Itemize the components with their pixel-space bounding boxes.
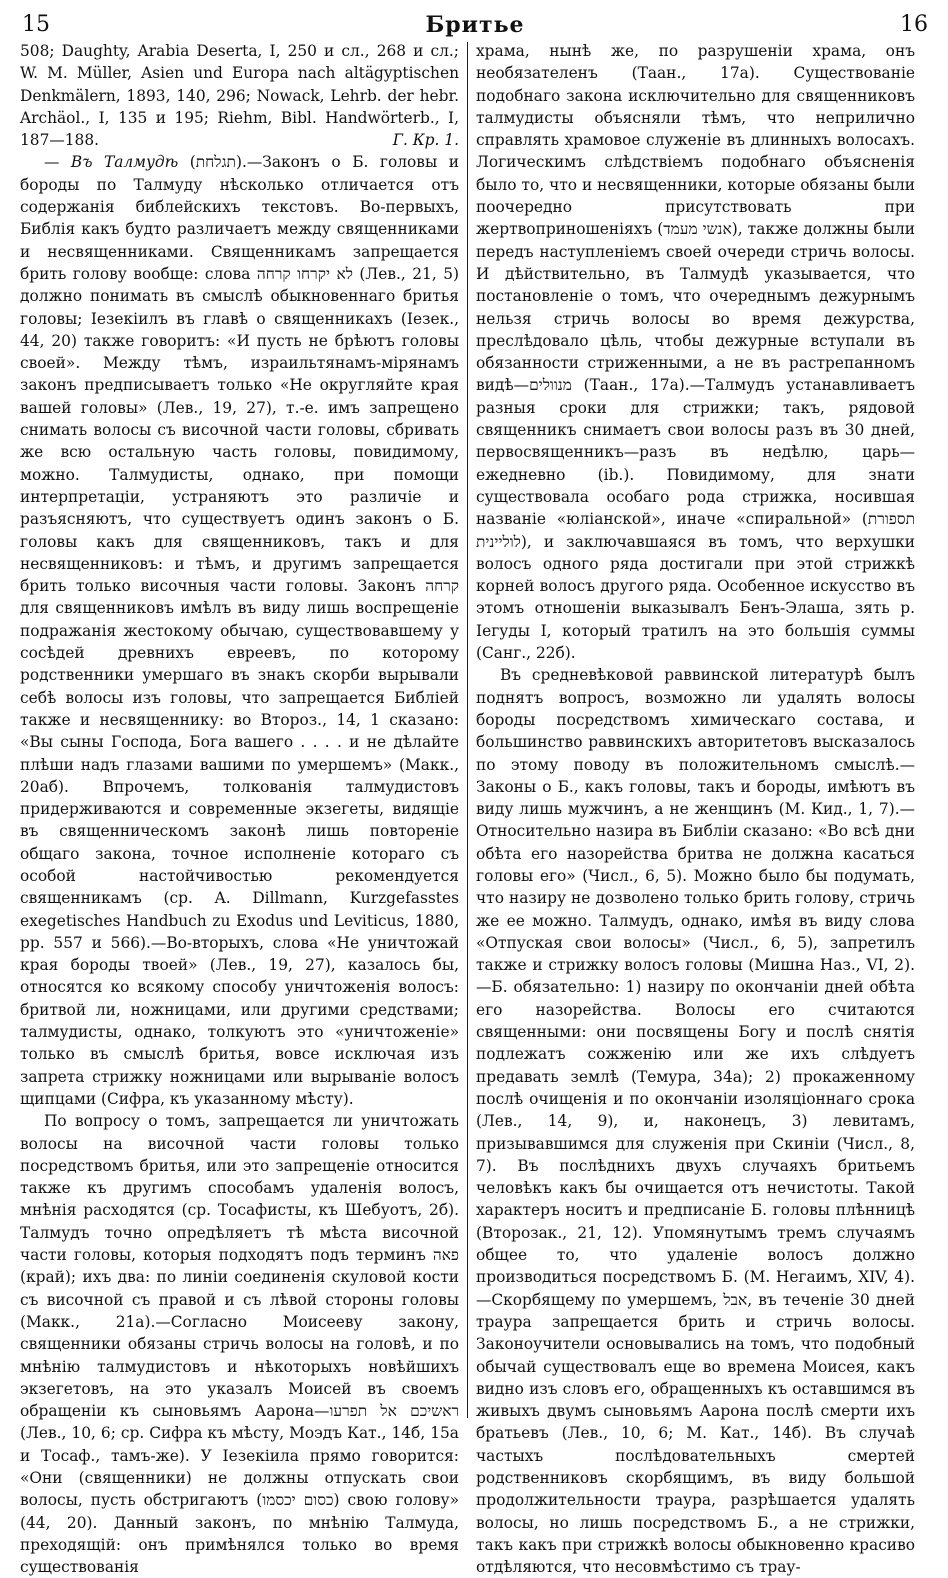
temple-hair-paragraph <box>20 1110 459 1578</box>
bibliography-paragraph <box>20 40 459 151</box>
page-header <box>20 6 930 40</box>
running-title: Бритье <box>425 12 525 38</box>
talmud-section-text: (תגלחת).—Законъ о Б. головы и бороды по Талмуду нѣсколько отличается отъ содержанія библейскихъ текстовъ. Во-первыхъ, Библія какъ будто различаетъ между священниками и несвященниками. Священникамъ запрещается брить голову вообще: слова לא יקרחו קרחה (Лев., 21, 5) должно понимать въ смыслѣ обыкновеннаго бритья головы; Iезекіилъ въ главѣ о священникахъ (Iезек., 44, 20) также говоритъ: «И пусть не брѣютъ головы своей». Между тѣмъ, израильтянамъ-мірянамъ законъ предписываетъ только «Не округляйте края вашей головы» (Лев., 19, 27), т.-е. имъ запрещено снимать волосы съ височной части головы, сбривать же всю остальную часть головы, повидимому, можно. Талмудисты, однако, при помощи интерпретаціи, устраняютъ это различіе и разъясняютъ, что существуетъ одинъ законъ о Б. головы какъ для священниковъ, такъ и для несвященниковъ: и тѣмъ, и другимъ запрещается брить только височныя части головы. Законъ קרחה для священниковъ имѣлъ въ виду лишь воспрещеніе подражанія жестокому обычаю, существовавшему у сосѣдей древнихъ евреевъ, по которому родственники умершаго въ знакъ скорби вырывали себѣ волосы изъ головы, что запрещается Библіей также и несвященнику: во Второз., 14, 1 сказано: «Вы сыны Господа, Бога вашего . . . . и не дѣлайте плѣши надъ глазами вашими по умершемъ» (Макк., 20аб). Впрочемъ, толкованія талмудистовъ придерживаются и современные экзегеты, видящіе въ священническомъ законѣ лишь повтореніе общаго закона, точное исполненіе котораго съ особой настойчивостью рекомендуется священникамъ (ср. A. Dillmann, Kurzgefasstes exegetisches Handbuch zu Exodus und Leviticus, 1880, pp. 557 и 566).—Во-вторыхъ, слова «Не уничтожай края бороды твоей» (Лев., 19, 27), казалось бы, относятся ко всякому способу уничтоженія волосъ: бритвой ли, ножницами, или другими средствами; талмудисты, однако, толкуютъ это «уничтоженіе» только въ смыслѣ бритья, вовсе исключая изъ запрета стрижку ножницами или вырываніе волосъ щипцами (Сифра, къ указанному мѣсту). <box>20 153 460 1108</box>
continuation-text: храма, нынѣ же, по разрушеніи храма, онъ необязателенъ (Таан., 17а). Существованіе подобнаго закона исключительно для священниковъ талмудисты объясняли тѣмъ, что неприлично справлять храмовое служеніе въ длинныхъ волосахъ. Логическимъ слѣдствіемъ подобнаго объясненія было то, что и несвященники, которые обязаны были поочередно присутствовать при жертвоприношеніяхъ (אנשי מעמד), также должны были передъ наступленіемъ своей очереди стричь волосы. И дѣйствительно, въ Талмудѣ указывается, что постановленіе о томъ, что очереднымъ дежурнымъ нельзя стричь волосы во время дежурства, преслѣдовало цѣль, чтобы дежурные вступали въ обязанности стриженными, а не въ растрепанномъ видѣ—מנוולים (Таан., 17а).—Талмудъ устанавливаетъ разныя сроки для стрижки; такъ, рядовой священникъ снимаетъ свои волосы разъ въ 30 дней, первосвященникъ—разъ въ недѣлю, царь—ежедневно (ib.). Повидимому, для знати существовала особаго рода стрижка, носившая названіе «юліанской», иначе «спиральной» (תספורת לוליינית), и заключавшаяся въ томъ, что верхушки волосъ одного ряда достигали при этой стрижкѣ корней волосъ другого ряда. Особенное искусство въ этомъ отношеніи выказывалъ Бенъ-Элаша, зять р. Iегуды I, который тратилъ на это большія суммы (Санг., 22б). <box>476 42 915 663</box>
page-number-right: 16 <box>900 12 928 37</box>
section-heading: — Въ Талмудѣ <box>44 153 179 172</box>
author-signature: Г. Кр. 1. <box>392 131 459 150</box>
talmud-section-paragraph <box>20 151 459 1110</box>
bibliography-text: 508; Daughty, Arabia Deserta, I, 250 и сл., 268 и сл.; W. M. Müller, Asien und Europa nach altägyptischen Denkmälern, 1893, 140, 296; Nowack, Lehrb. der hebr. Archäol., I, 135 и 195; Riehm, Bibl. Handwörterb., I, 187—188. <box>20 42 459 150</box>
continuation-paragraph <box>476 40 915 664</box>
left-column <box>20 40 467 1577</box>
temple-hair-text: По вопросу о томъ, запрещается ли уничтожать волосы на височной части головы только посредствомъ бритья, или это запрещеніе относится также къ другимъ способамъ удаленія волосъ, мнѣнія расходятся (ср. Тосафисты, къ Шебуотъ, 2б). Талмудъ точно опредѣляетъ тѣ мѣста височной части головы, которыя подходятъ подъ терминъ פאה (край); ихъ два: по линіи соединенія скуловой кости съ височной съ правой и съ лѣвой стороны головы (Макк., 21а).—Согласно Моисееву закону, священники обязаны стричь волосы на головѣ, и по мнѣнію талмудистовъ и нѣкоторыхъ новѣйшихъ экзегетовъ, на это указалъ Моисей въ своемъ обращеніи къ сыновьямъ Аарона—ראשיכם אל תפרעו (Лев., 10, 6; ср. Сифра къ мѣсту, Моэдъ Кат., 14б, 15а и Тосаф., тамъ-же). У Iезекіила прямо говорится: «Они (священники) не должны отпускать свои волосы, пусть обстригаютъ (כסום יכסמו) свою голову» (44, 20). Данный законъ, по мнѣнію Талмуда, преходящій: онъ примѣнялся только во время существованія <box>20 1112 460 1577</box>
page-number-left: 15 <box>22 12 50 37</box>
text-columns <box>20 40 930 1577</box>
medieval-literature-paragraph <box>476 664 915 1578</box>
medieval-literature-text: Въ средневѣковой раввинской литературѣ былъ поднятъ вопросъ, возможно ли удалять волосы бороды посредствомъ химическаго состава, и большинство раввинскихъ авторитетовъ высказалось по этому поводу въ положительномъ смыслѣ.—Законы о Б., какъ головы, такъ и бороды, имѣютъ въ виду лишь мужчинъ, а не женщинъ (М. Кид., 1, 7).—Относительно назира въ Библіи сказано: «Во всѣ дни обѣта его назорейства бритва не должна касаться головы его» (Числ., 6, 5). Можно было бы подумать, что назиру не дозволено только брить голову, стричь же ее можно. Талмудъ, однако, имѣя въ виду слова «Отпуская свои волосы» (Числ., 6, 5), запретилъ также и стрижку волосъ головы (Мишна Наз., VI, 2).—Б. обязательно: 1) назиру по окончаніи дней обѣта его назорейства. Волосы его считаются священными: они посвящены Богу и послѣ снятія подлежатъ сожженію или же ихъ слѣдуетъ предавать землѣ (Темура, 34а); 2) прокаженному послѣ очищенія и по окончаніи изоляціоннаго срока (Лев., 14, 9), и, наконецъ, 3) левитамъ, призывавшимся для служенія при Скиніи (Числ., 8, 7). Въ послѣднихъ двухъ случаяхъ бритьемъ человѣкъ какъ бы очищается отъ нечистоты. Такой характеръ носитъ и предписаніе Б. головы плѣнницѣ (Второзак., 21, 12). Упомянутымъ тремъ случаямъ общее то, что удаленіе волосъ должно производиться посредствомъ Б. (М. Негаимъ, XIV, 4).—Скорбящему по умершемъ, אבל, въ теченіе 30 дней траура запрещается брить и стричь волосы. Законоучители основывались на томъ, что подобный обычай существовалъ еще во времена Моисея, какъ видно изъ словъ его, обращенныхъ къ оставшимся въ живыхъ двумъ сыновьямъ Аарона послѣ смерти ихъ братьевъ (Лев., 10, 6; М. Кат., 14б). Въ случаѣ частыхъ послѣдовательныхъ смертей родственниковъ скорбящимъ, въ виду большой продолжительности траура, разрѣшается удалять волосы, но лишь посредствомъ Б., а не стрижки, такъ какъ при стрижкѣ волосы обыкновенно красиво отдѣляются, что несовмѣстимо съ трау- <box>476 666 915 1577</box>
right-column <box>468 40 915 1577</box>
